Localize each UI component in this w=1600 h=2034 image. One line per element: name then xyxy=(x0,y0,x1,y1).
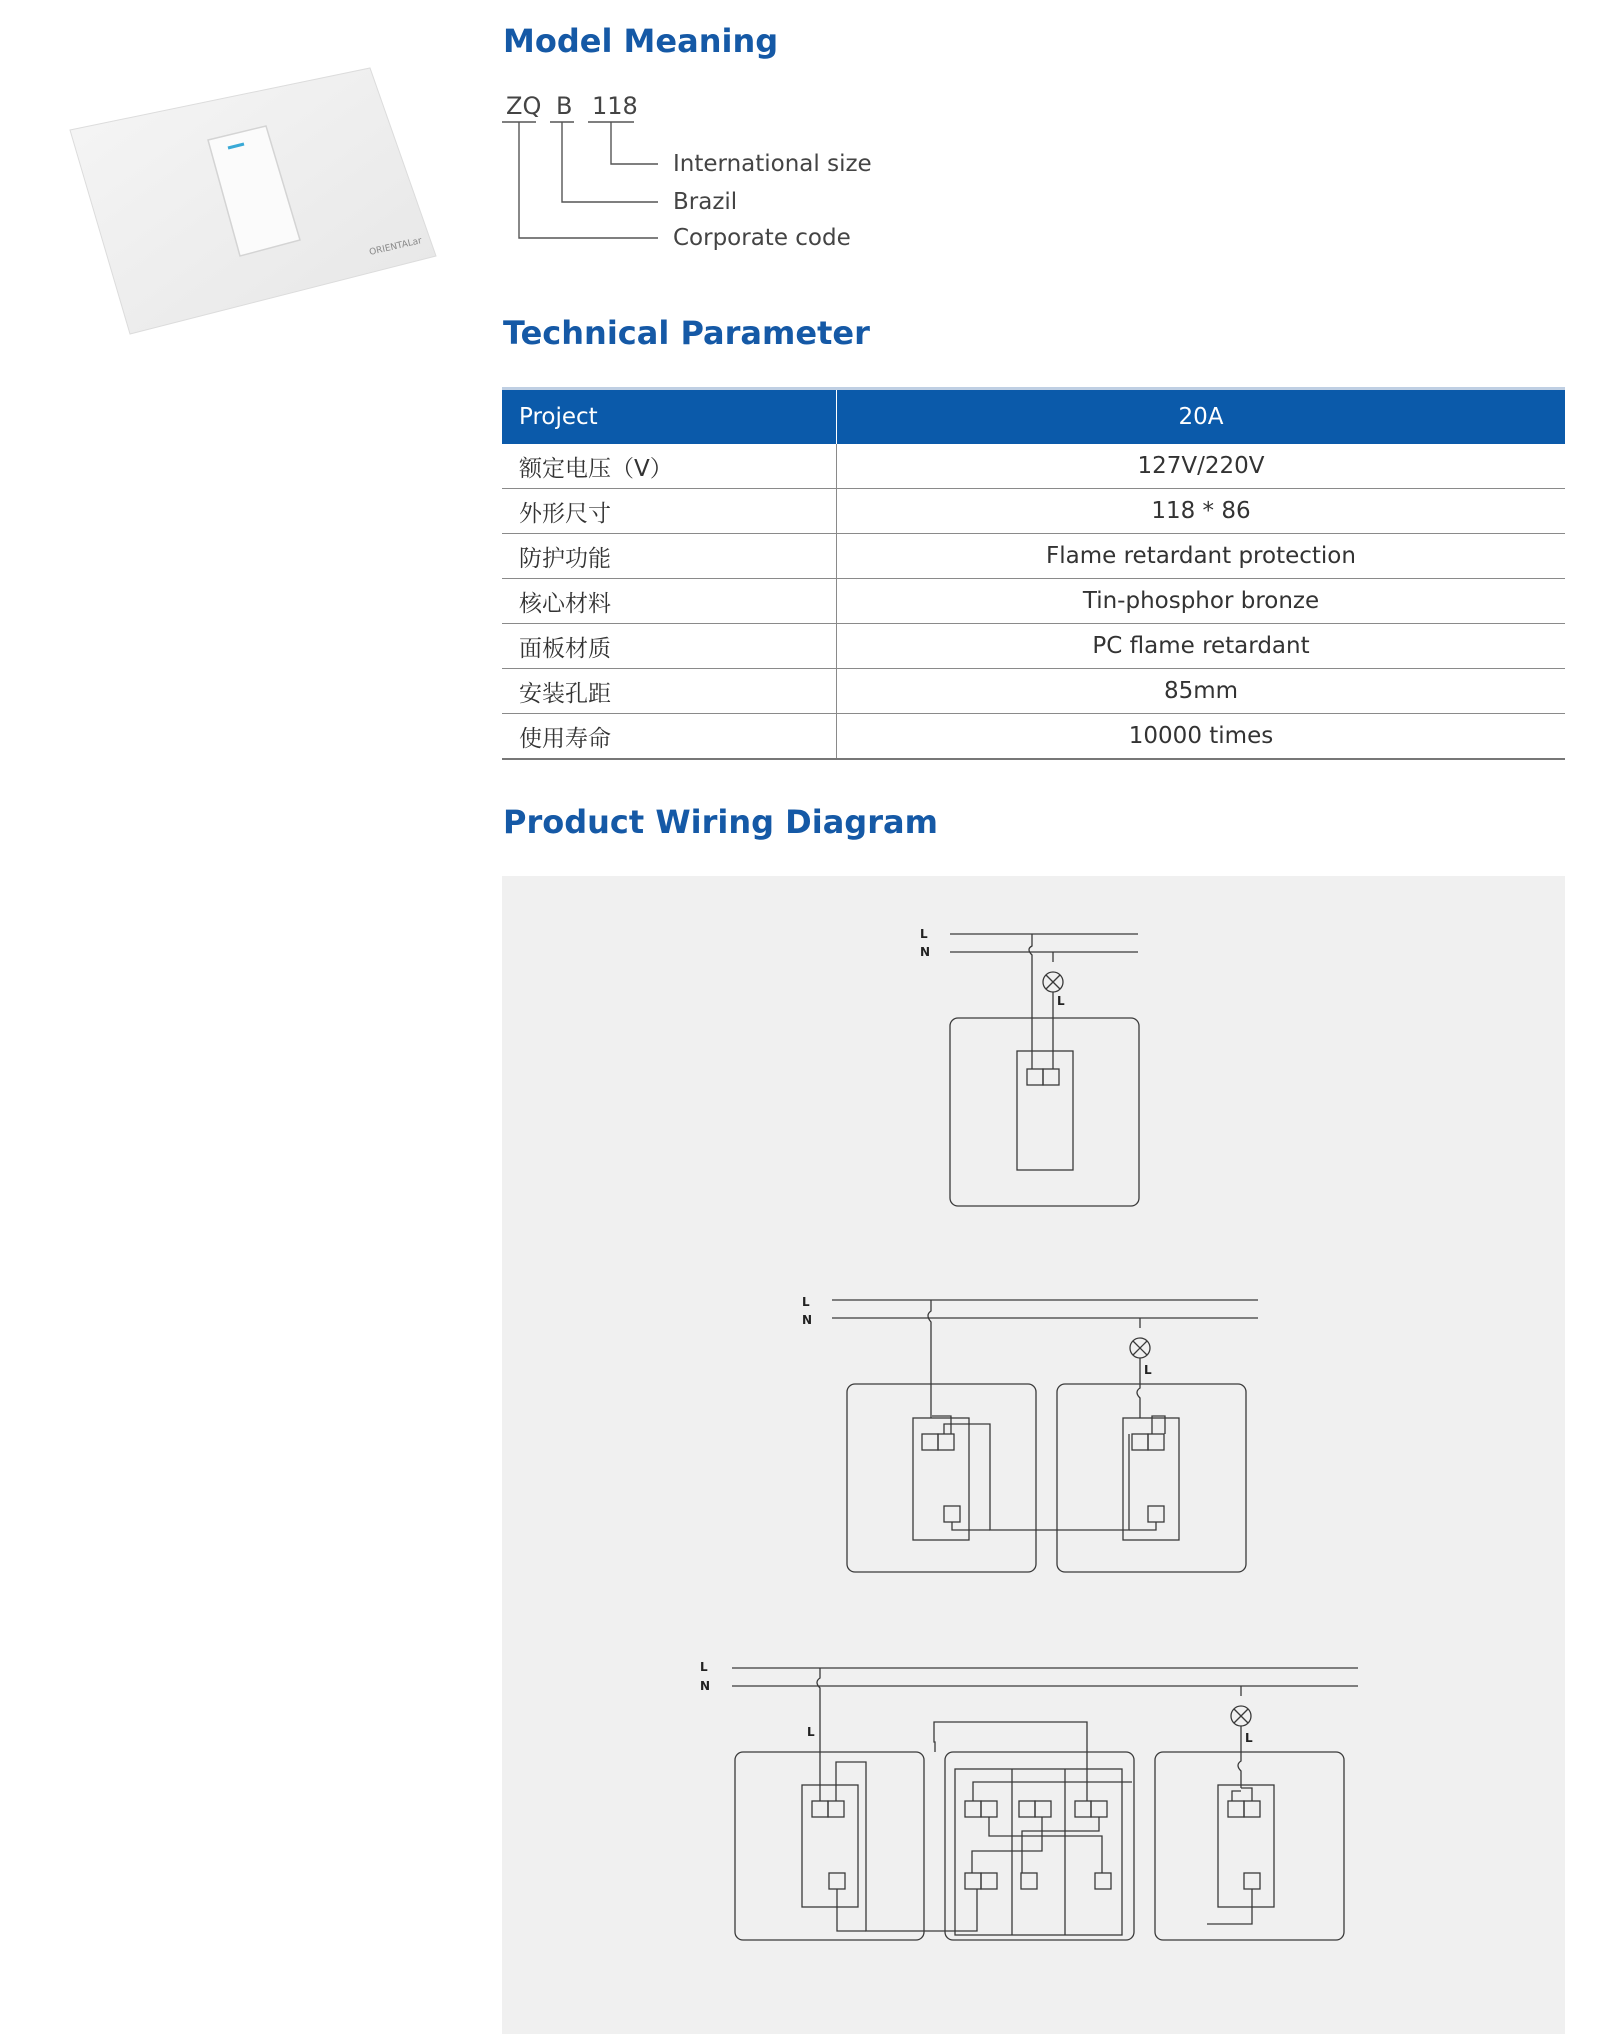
table-row xyxy=(502,669,1565,714)
table-row xyxy=(502,489,1565,534)
row-value: Flame retardant protection xyxy=(837,534,1566,579)
desc-brazil: Brazil xyxy=(673,189,738,215)
label-neutral: N xyxy=(802,1313,813,1327)
wiring-diagram-panel xyxy=(502,876,1565,2034)
header-rating: 20A xyxy=(837,389,1566,445)
technical-parameter-title: Technical Parameter xyxy=(503,314,870,352)
label-line: L xyxy=(802,1295,810,1309)
row-name: 外形尺寸 xyxy=(502,489,837,534)
label-lamp-line: L xyxy=(807,1725,815,1739)
row-name: 防护功能 xyxy=(502,534,837,579)
table-row xyxy=(502,624,1565,669)
wiring-two-way-switch xyxy=(832,1300,1258,1572)
brand-logo-text: ORIENTALar xyxy=(368,236,423,258)
desc-corporate-code: Corporate code xyxy=(673,225,851,251)
table-row xyxy=(502,579,1565,624)
row-value: 118 * 86 xyxy=(837,489,1566,534)
parameter-table xyxy=(502,387,1565,760)
row-name: 面板材质 xyxy=(502,624,837,669)
table-row xyxy=(502,444,1565,489)
label-line: L xyxy=(920,927,928,941)
label-lamp-line: L xyxy=(1057,994,1065,1008)
label-line: L xyxy=(700,1660,708,1674)
code-corporate: ZQ xyxy=(506,92,542,120)
model-meaning-title: Model Meaning xyxy=(503,22,779,60)
label-neutral: N xyxy=(920,945,931,959)
table-row xyxy=(502,534,1565,579)
row-value: Tin-phosphor bronze xyxy=(837,579,1566,624)
table-row xyxy=(502,714,1565,760)
label-lamp-line: L xyxy=(1245,1731,1253,1745)
desc-international-size: International size xyxy=(673,151,872,177)
row-value: 10000 times xyxy=(837,714,1566,760)
code-country: B xyxy=(556,92,573,120)
row-value: PC flame retardant xyxy=(837,624,1566,669)
wiring-intermediate-switch xyxy=(732,1668,1358,1940)
row-name: 使用寿命 xyxy=(502,714,837,760)
table-header-row xyxy=(502,389,1565,445)
wiring-single-switch xyxy=(950,934,1139,1206)
header-project: Project xyxy=(502,389,837,445)
model-code-lines xyxy=(500,118,670,248)
row-name: 安装孔距 xyxy=(502,669,837,714)
product-photo xyxy=(60,60,460,354)
code-size: 118 xyxy=(592,92,638,120)
row-value: 85mm xyxy=(837,669,1566,714)
row-name: 核心材料 xyxy=(502,579,837,624)
label-neutral: N xyxy=(700,1679,711,1693)
row-value: 127V/220V xyxy=(837,444,1566,489)
label-lamp-line: L xyxy=(1144,1363,1152,1377)
row-name: 额定电压（V） xyxy=(502,444,837,489)
wiring-diagram-title: Product Wiring Diagram xyxy=(503,803,938,841)
wiring-diagram xyxy=(502,876,1565,2034)
